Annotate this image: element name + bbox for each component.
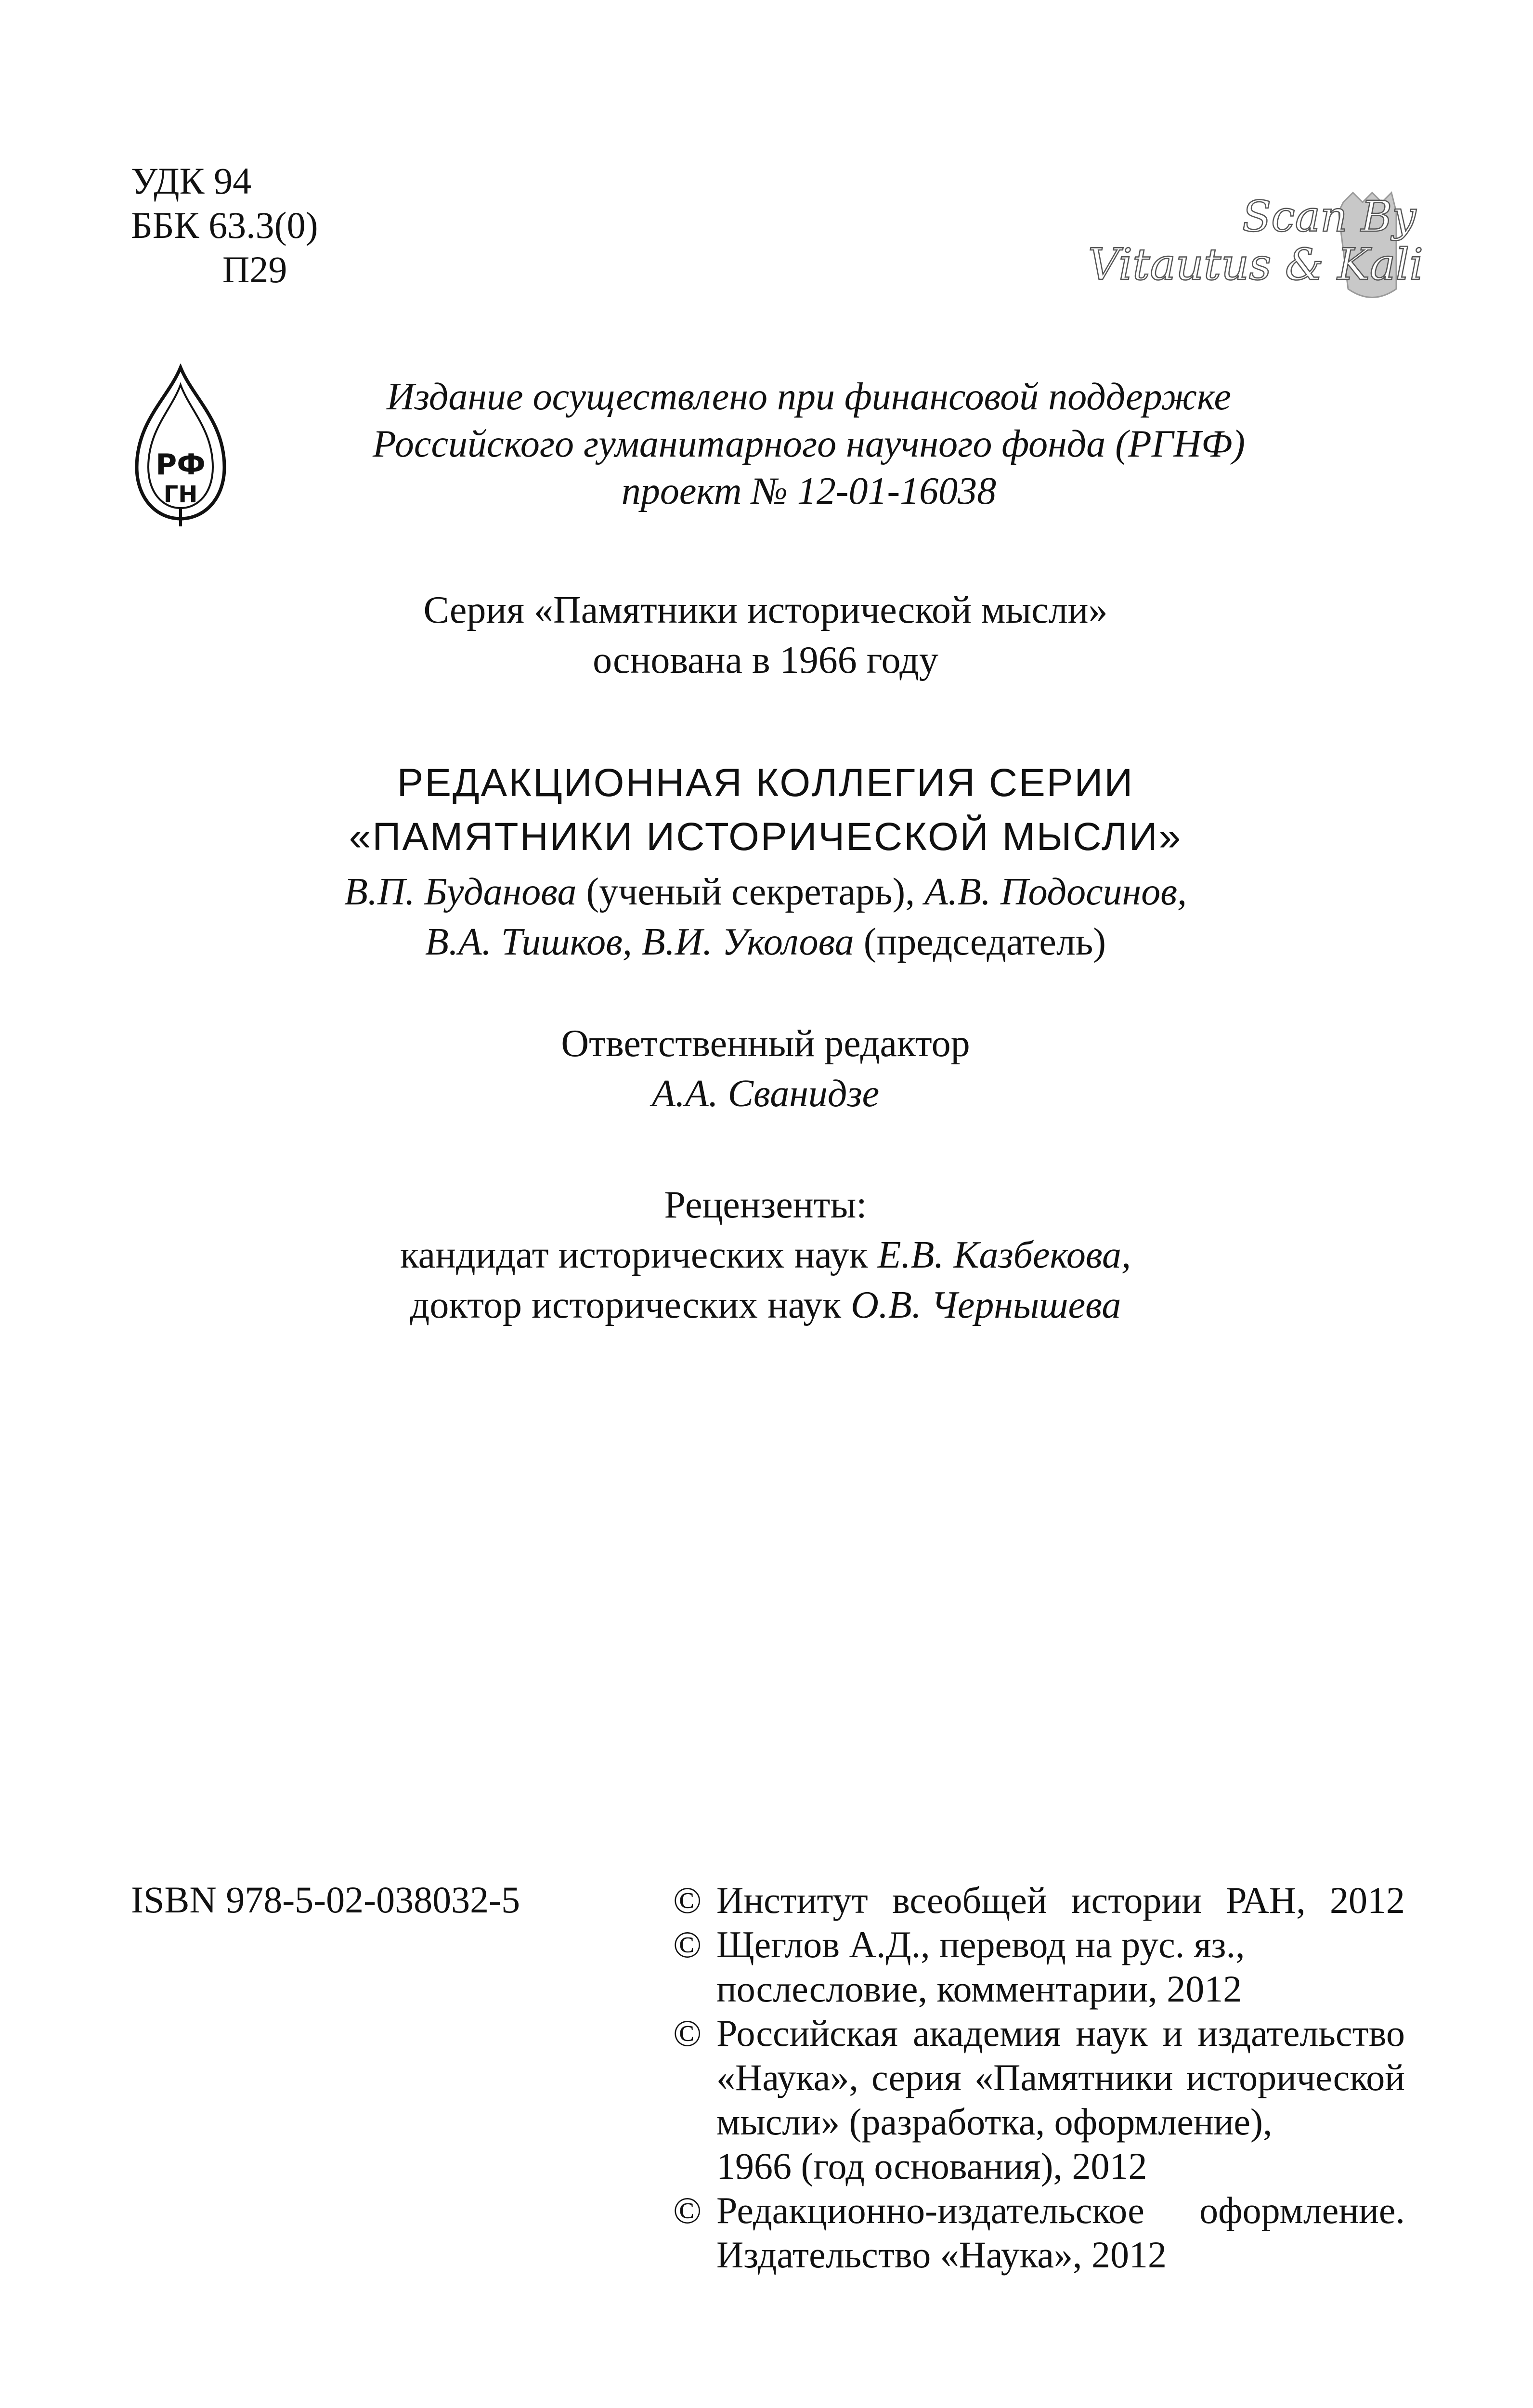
- editorial-board-members: [193, 867, 1338, 967]
- copyright-item: [673, 2188, 1405, 2277]
- copyright-icon: ©: [673, 1879, 702, 1921]
- watermark-icon: [1083, 183, 1435, 313]
- copyright-item: [673, 1878, 1405, 1923]
- reviewer-line: [193, 1280, 1338, 1330]
- svg-text:РФ: РФ: [156, 448, 206, 482]
- member-role: (председатель): [854, 921, 1106, 963]
- copyright-line: послесловие, комментарии, 2012: [716, 1968, 1242, 2010]
- copyright-line: мысли» (разработка, оформление),: [716, 2101, 1273, 2143]
- scan-watermark: [1083, 183, 1435, 313]
- reviewer-degree: доктор исторических наук: [410, 1284, 851, 1326]
- copyright-line: Редакционно-издательское оформление.: [716, 2189, 1405, 2231]
- board-title-line: РЕДАКЦИОННАЯ КОЛЛЕГИЯ СЕРИИ: [397, 761, 1134, 805]
- reviewer-name: Е.В. Казбекова,: [877, 1234, 1131, 1276]
- copyright-item: [673, 1923, 1405, 2011]
- editor-label: Ответственный редактор: [561, 1022, 970, 1065]
- member-name: А.В. Подосинов,: [924, 871, 1187, 913]
- funding-line: Издание осуществлено при финансовой поддержке: [386, 376, 1232, 418]
- reviewers: [193, 1180, 1338, 1330]
- author-mark-code: П29: [222, 249, 287, 290]
- classification-block: [131, 159, 318, 292]
- copyright-icon: ©: [673, 1924, 702, 1965]
- svg-text:Vitautus & Kali: Vitautus & Kali: [1088, 239, 1424, 290]
- reviewers-label: Рецензенты:: [664, 1184, 867, 1226]
- copyright-icon: ©: [673, 2189, 702, 2231]
- reviewer-name: О.В. Чернышева: [851, 1284, 1121, 1326]
- udk-code: УДК 94: [131, 160, 252, 202]
- responsible-editor: [193, 1019, 1338, 1119]
- editor-name: А.А. Сванидзе: [651, 1073, 880, 1115]
- copyright-icon: ©: [673, 2012, 702, 2054]
- series-name: Серия «Памятники исторической мысли»: [423, 589, 1108, 631]
- rgnf-logo: [130, 364, 231, 527]
- board-members-line: [193, 917, 1338, 967]
- member-name: В.П. Буданова: [344, 871, 577, 913]
- board-title-line: «ПАМЯТНИКИ ИСТОРИЧЕСКОЙ МЫСЛИ»: [349, 815, 1182, 859]
- series-founded: основана в 1966 году: [593, 639, 938, 681]
- member-role: (ученый секретарь),: [576, 871, 925, 913]
- svg-text:ГН: ГН: [163, 481, 198, 508]
- isbn: ISBN 978-5-02-038032-5: [131, 1879, 520, 1921]
- svg-text:Scan By: Scan By: [1242, 192, 1416, 241]
- copyright-line: 1966 (год основания), 2012: [716, 2145, 1147, 2187]
- series-info: [193, 585, 1338, 685]
- board-members-line: [193, 867, 1338, 917]
- rgnf-flame-logo-icon: [130, 364, 231, 527]
- member-names: В.А. Тишков, В.И. Уколова: [425, 921, 854, 963]
- funding-project-line: проект № 12-01-16038: [621, 470, 997, 512]
- copyright-line: Щеглов А.Д., перевод на рус. яз.,: [716, 1924, 1245, 1965]
- copyright-line: «Наука», серия «Памятники исторической: [716, 2056, 1405, 2098]
- reviewer-line: [193, 1230, 1338, 1280]
- copyright-item: [673, 2011, 1405, 2188]
- reviewer-degree: кандидат исторических наук: [400, 1234, 878, 1276]
- bbk-code: ББК 63.3(0): [131, 204, 318, 246]
- funding-statement: [260, 373, 1358, 515]
- funding-line: Российского гуманитарного научного фонда (РГНФ): [372, 423, 1246, 465]
- copyright-line: Институт всеобщей истории РАН, 2012: [716, 1879, 1405, 1921]
- copyright-line: Российская академия наук и издательство: [716, 2012, 1405, 2054]
- editorial-board-heading: [193, 756, 1338, 864]
- copyright-line: Издательство «Наука», 2012: [716, 2234, 1167, 2276]
- copyright-block: [673, 1878, 1405, 2277]
